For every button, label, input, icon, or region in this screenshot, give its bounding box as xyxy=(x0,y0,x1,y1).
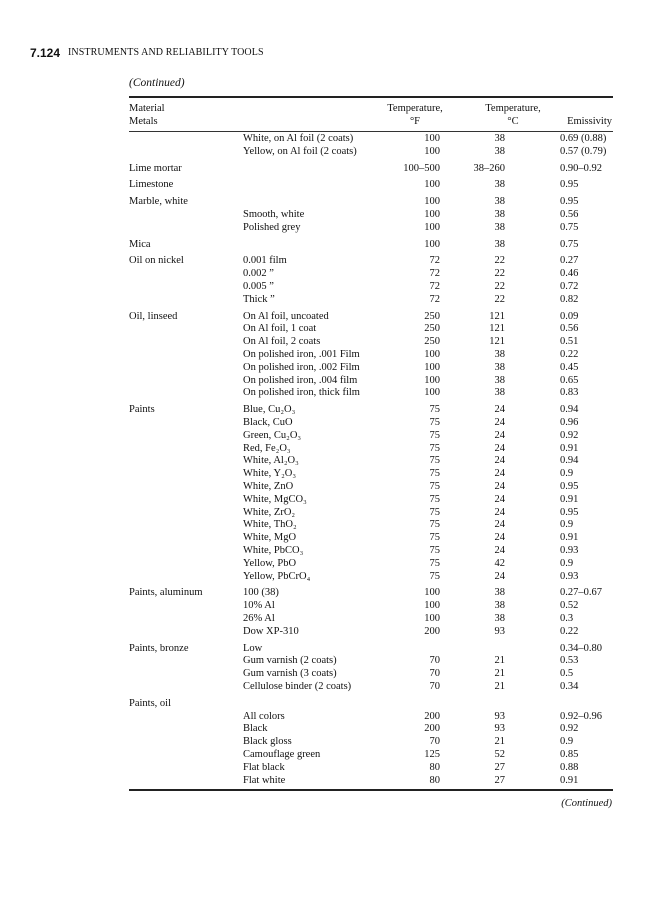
table-row xyxy=(0,642,662,655)
table-row xyxy=(0,531,662,544)
temp-c-cell: 93 xyxy=(494,710,505,722)
temp-c-cell: 24 xyxy=(494,545,505,556)
temp-f-cell: 100 xyxy=(424,179,440,191)
material-cell: Lime mortar xyxy=(129,162,182,174)
table-row xyxy=(0,361,662,374)
table-row xyxy=(0,480,662,493)
description-cell: Dow XP-310 xyxy=(243,625,299,637)
temp-c-cell: 27 xyxy=(494,774,505,786)
description-cell: White, on Al foil (2 coats) xyxy=(243,133,354,144)
description-cell: Cellulose binder (2 coats) xyxy=(243,681,352,692)
header-temp-f: Temperature, xyxy=(387,103,443,114)
temp-f-cell: 100 xyxy=(424,238,440,250)
temp-f-cell: 250 xyxy=(424,336,440,348)
material-cell: Paints xyxy=(129,404,155,416)
table-row xyxy=(0,722,662,735)
table-row xyxy=(0,710,662,723)
description-cell: Smooth, white xyxy=(243,209,305,220)
emissivity-cell: 0.96 xyxy=(560,417,579,428)
temp-c-cell: 38 xyxy=(494,133,505,144)
emissivity-cell: 0.75 xyxy=(560,238,579,250)
description-cell: Camouflage green xyxy=(243,749,321,760)
material-cell: Oil, linseed xyxy=(129,310,178,322)
temp-c-cell: 24 xyxy=(494,519,505,531)
header-temp-f-unit: °F xyxy=(409,116,421,127)
temp-c-cell: 52 xyxy=(494,749,505,760)
table-row xyxy=(0,374,662,387)
emissivity-cell: 0.91 xyxy=(560,493,579,505)
description-cell: 0.002 ” xyxy=(243,268,274,280)
material-cell: Limestone xyxy=(129,179,174,191)
temp-c-cell: 38–260 xyxy=(473,162,505,174)
table-row xyxy=(0,680,662,693)
temp-f-cell: 75 xyxy=(429,506,440,518)
temp-f-cell: 75 xyxy=(429,493,440,505)
emissivity-cell: 0.69 (0.88) xyxy=(560,133,607,144)
temp-c-cell: 22 xyxy=(494,293,505,305)
description-cell: Gum varnish (2 coats) xyxy=(243,655,337,667)
temp-f-cell: 75 xyxy=(429,455,440,467)
temp-f-cell: 100 xyxy=(424,587,440,599)
temp-f-cell: 100 xyxy=(424,145,440,157)
emissivity-cell: 0.75 xyxy=(560,221,579,233)
table-row xyxy=(0,254,662,267)
temp-c-cell: 24 xyxy=(494,455,505,467)
temp-c-cell: 24 xyxy=(494,429,505,441)
table-row xyxy=(0,310,662,323)
temp-f-cell: 75 xyxy=(429,557,440,569)
emissivity-cell: 0.56 xyxy=(560,209,579,220)
emissivity-cell: 0.5 xyxy=(560,668,574,680)
temp-c-cell: 38 xyxy=(494,238,505,250)
table-row xyxy=(0,442,662,455)
table-row xyxy=(0,467,662,480)
emissivity-cell: 0.94 xyxy=(560,455,579,467)
temp-c-cell: 21 xyxy=(494,655,505,667)
description-cell: Polished grey xyxy=(243,221,301,233)
table-row xyxy=(0,544,662,557)
continued-label-bottom: (Continued) xyxy=(561,798,612,809)
temp-c-cell: 121 xyxy=(489,336,505,348)
temp-f-cell: 250 xyxy=(424,323,440,335)
temp-c-cell: 24 xyxy=(494,532,505,544)
temp-c-cell: 93 xyxy=(494,723,505,735)
temp-f-cell: 100 xyxy=(424,133,440,144)
temp-c-cell: 38 xyxy=(494,361,505,373)
header-material: Material xyxy=(129,103,165,114)
temp-f-cell: 75 xyxy=(429,429,440,441)
temp-c-cell: 38 xyxy=(494,221,505,233)
temp-f-cell: 80 xyxy=(429,761,440,773)
emissivity-cell: 0.72 xyxy=(560,281,579,292)
emissivity-cell: 0.9 xyxy=(560,468,574,480)
temp-f-cell: 75 xyxy=(429,468,440,480)
table-row xyxy=(0,506,662,519)
emissivity-cell: 0.93 xyxy=(560,570,579,582)
temp-f-cell: 250 xyxy=(424,310,440,322)
temp-c-cell: 38 xyxy=(494,196,505,208)
emissivity-cell: 0.34–0.80 xyxy=(560,642,602,654)
temp-c-cell: 24 xyxy=(494,506,505,518)
description-cell: On polished iron, .004 film xyxy=(243,374,358,386)
emissivity-cell: 0.9 xyxy=(560,519,574,531)
temp-f-cell: 80 xyxy=(429,774,440,786)
temp-c-cell: 22 xyxy=(494,268,505,280)
table-row xyxy=(0,208,662,221)
temp-c-cell: 38 xyxy=(494,209,505,220)
table-top-rule xyxy=(129,96,613,98)
table-row xyxy=(0,335,662,348)
temp-f-cell: 75 xyxy=(429,417,440,428)
temp-f-cell: 100 xyxy=(424,613,440,624)
emissivity-cell: 0.90–0.92 xyxy=(560,162,602,174)
description-cell: On Al foil, 2 coats xyxy=(243,336,321,348)
temp-f-cell: 200 xyxy=(424,710,440,722)
temp-c-cell: 22 xyxy=(494,255,505,267)
temp-f-cell: 75 xyxy=(429,545,440,556)
description-cell: Green, Cu₂O₃ xyxy=(243,429,302,441)
temp-c-cell: 42 xyxy=(494,557,505,569)
temp-f-cell: 200 xyxy=(424,625,440,637)
material-cell: Marble, white xyxy=(129,196,188,208)
table-row xyxy=(0,599,662,612)
emissivity-cell: 0.3 xyxy=(560,613,574,624)
header-emissivity: Emissivity xyxy=(567,116,612,127)
temp-f-cell: 75 xyxy=(429,404,440,416)
emissivity-cell: 0.85 xyxy=(560,749,579,760)
table-row xyxy=(0,761,662,774)
emissivity-cell: 0.95 xyxy=(560,481,579,492)
temp-c-cell: 121 xyxy=(489,310,505,322)
table-row xyxy=(0,586,662,599)
temp-c-cell: 38 xyxy=(494,600,505,612)
temp-f-cell: 100 xyxy=(424,374,440,386)
emissivity-cell: 0.94 xyxy=(560,404,579,416)
emissivity-cell: 0.82 xyxy=(560,293,579,305)
temp-c-cell: 24 xyxy=(494,570,505,582)
temp-f-cell: 75 xyxy=(429,481,440,492)
description-cell: 0.005 ” xyxy=(243,281,274,292)
temp-f-cell: 72 xyxy=(429,281,440,292)
emissivity-cell: 0.9 xyxy=(560,557,574,569)
table-row xyxy=(0,386,662,399)
temp-c-cell: 38 xyxy=(494,349,505,360)
description-cell: Yellow, PbO xyxy=(243,557,297,569)
temp-c-cell: 93 xyxy=(494,625,505,637)
description-cell: On polished iron, thick film xyxy=(243,387,360,399)
running-head-title: INSTRUMENTS AND RELIABILITY TOOLS xyxy=(68,47,264,58)
table-row xyxy=(0,403,662,416)
description-cell: On polished iron, .002 Film xyxy=(243,361,360,373)
emissivity-cell: 0.92 xyxy=(560,429,579,441)
header-metals: Metals xyxy=(129,116,158,127)
description-cell: 100 (38) xyxy=(243,587,279,599)
table-row xyxy=(0,697,662,710)
table-row xyxy=(0,612,662,625)
description-cell: Thick ” xyxy=(243,293,275,305)
emissivity-cell: 0.91 xyxy=(560,774,579,786)
emissivity-cell: 0.22 xyxy=(560,349,579,360)
temp-c-cell: 38 xyxy=(494,145,505,157)
description-cell: Red, Fe₂O₃ xyxy=(243,442,291,454)
temp-f-cell: 100 xyxy=(424,600,440,612)
description-cell: 26% Al xyxy=(243,613,275,624)
description-cell: On Al foil, uncoated xyxy=(243,310,329,322)
emissivity-cell: 0.88 xyxy=(560,761,579,773)
temp-f-cell: 75 xyxy=(429,519,440,531)
table-row xyxy=(0,654,662,667)
table-row xyxy=(0,162,662,175)
temp-f-cell: 75 xyxy=(429,532,440,544)
emissivity-cell: 0.9 xyxy=(560,736,574,748)
temp-f-cell: 72 xyxy=(429,255,440,267)
temp-c-cell: 24 xyxy=(494,493,505,505)
temp-f-cell: 100 xyxy=(424,361,440,373)
emissivity-cell: 0.09 xyxy=(560,310,579,322)
table-row xyxy=(0,416,662,429)
temp-f-cell: 100 xyxy=(424,209,440,220)
temp-f-cell: 70 xyxy=(429,668,440,680)
temp-f-cell: 200 xyxy=(424,723,440,735)
table-row xyxy=(0,238,662,251)
table-row xyxy=(0,774,662,787)
emissivity-cell: 0.52 xyxy=(560,600,579,612)
temp-f-cell: 72 xyxy=(429,268,440,280)
emissivity-cell: 0.57 (0.79) xyxy=(560,145,607,157)
continued-label-top: (Continued) xyxy=(129,77,185,89)
description-cell: White, MgO xyxy=(243,532,297,544)
temp-c-cell: 21 xyxy=(494,736,505,748)
emissivity-cell: 0.51 xyxy=(560,336,579,348)
temp-c-cell: 21 xyxy=(494,681,505,692)
header-temp-c: Temperature, xyxy=(485,103,541,114)
page-number: 7.124 xyxy=(30,46,61,60)
table-row xyxy=(0,748,662,761)
table-row xyxy=(0,493,662,506)
table-row xyxy=(0,178,662,191)
description-cell: Gum varnish (3 coats) xyxy=(243,668,337,680)
emissivity-cell: 0.91 xyxy=(560,442,579,454)
temp-c-cell: 38 xyxy=(494,613,505,624)
temp-c-cell: 38 xyxy=(494,387,505,399)
description-cell: White, PbCO₃ xyxy=(243,545,304,556)
material-cell: Oil on nickel xyxy=(129,255,184,267)
emissivity-cell: 0.34 xyxy=(560,681,579,692)
table-row xyxy=(0,322,662,335)
table-row xyxy=(0,557,662,570)
material-cell: Mica xyxy=(129,238,151,250)
description-cell: Black xyxy=(243,723,268,735)
emissivity-cell: 0.95 xyxy=(560,179,579,191)
temp-f-cell: 100 xyxy=(424,221,440,233)
temp-f-cell: 70 xyxy=(429,681,440,692)
emissivity-cell: 0.65 xyxy=(560,374,579,386)
emissivity-cell: 0.45 xyxy=(560,361,579,373)
description-cell: 0.001 film xyxy=(243,255,287,267)
emissivity-cell: 0.92–0.96 xyxy=(560,710,602,722)
emissivity-cell: 0.83 xyxy=(560,387,579,399)
table-row xyxy=(0,293,662,306)
header-temp-c-unit: °C xyxy=(507,116,519,127)
temp-c-cell: 38 xyxy=(494,587,505,599)
table-row xyxy=(0,195,662,208)
emissivity-cell: 0.95 xyxy=(560,506,579,518)
temp-c-cell: 24 xyxy=(494,442,505,454)
emissivity-cell: 0.56 xyxy=(560,323,579,335)
description-cell: Yellow, on Al foil (2 coats) xyxy=(243,145,357,157)
temp-c-cell: 24 xyxy=(494,417,505,428)
table-row xyxy=(0,454,662,467)
temp-c-cell: 22 xyxy=(494,281,505,292)
temp-c-cell: 24 xyxy=(494,404,505,416)
emissivity-cell: 0.27–0.67 xyxy=(560,587,602,599)
temp-f-cell: 70 xyxy=(429,655,440,667)
emissivity-cell: 0.22 xyxy=(560,625,579,637)
table-row xyxy=(0,625,662,638)
description-cell: Black gloss xyxy=(243,736,292,748)
emissivity-cell: 0.95 xyxy=(560,196,579,208)
description-cell: Flat white xyxy=(243,774,286,786)
temp-c-cell: 27 xyxy=(494,761,505,773)
temp-f-cell: 100 xyxy=(424,349,440,360)
description-cell: White, Y₂O₃ xyxy=(243,468,297,480)
description-cell: Flat black xyxy=(243,761,285,773)
table-row xyxy=(0,429,662,442)
material-cell: Paints, oil xyxy=(129,697,172,709)
temp-c-cell: 24 xyxy=(494,481,505,492)
temp-f-cell: 125 xyxy=(424,749,440,760)
description-cell: Low xyxy=(243,642,263,654)
table-row xyxy=(0,570,662,583)
table-row xyxy=(0,280,662,293)
temp-f-cell: 100–500 xyxy=(403,162,440,174)
temp-f-cell: 100 xyxy=(424,387,440,399)
emissivity-cell: 0.92 xyxy=(560,723,579,735)
table-row xyxy=(0,145,662,158)
description-cell: White, ZrO₂ xyxy=(243,506,296,518)
table-row xyxy=(0,667,662,680)
temp-f-cell: 70 xyxy=(429,736,440,748)
temp-c-cell: 21 xyxy=(494,668,505,680)
temp-c-cell: 38 xyxy=(494,374,505,386)
description-cell: White, MgCO₃ xyxy=(243,493,307,505)
temp-f-cell: 100 xyxy=(424,196,440,208)
temp-f-cell: 75 xyxy=(429,570,440,582)
description-cell: Black, CuO xyxy=(243,417,293,428)
temp-c-cell: 24 xyxy=(494,468,505,480)
material-cell: Paints, bronze xyxy=(129,642,189,654)
table-row xyxy=(0,735,662,748)
table-row xyxy=(0,348,662,361)
description-cell: All colors xyxy=(243,710,285,722)
description-cell: White, ThO₂ xyxy=(243,519,297,531)
temp-c-cell: 121 xyxy=(489,323,505,335)
temp-f-cell: 72 xyxy=(429,293,440,305)
emissivity-cell: 0.53 xyxy=(560,655,579,667)
table-row xyxy=(0,132,662,145)
description-cell: Blue, Cu₂O₃ xyxy=(243,404,296,416)
description-cell: On polished iron, .001 Film xyxy=(243,349,360,360)
emissivity-cell: 0.91 xyxy=(560,532,579,544)
temp-f-cell: 75 xyxy=(429,442,440,454)
description-cell: 10% Al xyxy=(243,600,275,612)
table-row xyxy=(0,221,662,234)
material-cell: Paints, aluminum xyxy=(129,587,203,599)
emissivity-cell: 0.93 xyxy=(560,545,579,556)
description-cell: On Al foil, 1 coat xyxy=(243,323,317,335)
description-cell: White, ZnO xyxy=(243,481,294,492)
temp-c-cell: 38 xyxy=(494,179,505,191)
table-row xyxy=(0,518,662,531)
emissivity-cell: 0.46 xyxy=(560,268,579,280)
description-cell: Yellow, PbCrO₄ xyxy=(243,570,311,582)
emissivity-cell: 0.27 xyxy=(560,255,579,267)
table-row xyxy=(0,267,662,280)
description-cell: White, Al₂O₃ xyxy=(243,455,299,467)
table-bottom-rule xyxy=(129,789,613,791)
